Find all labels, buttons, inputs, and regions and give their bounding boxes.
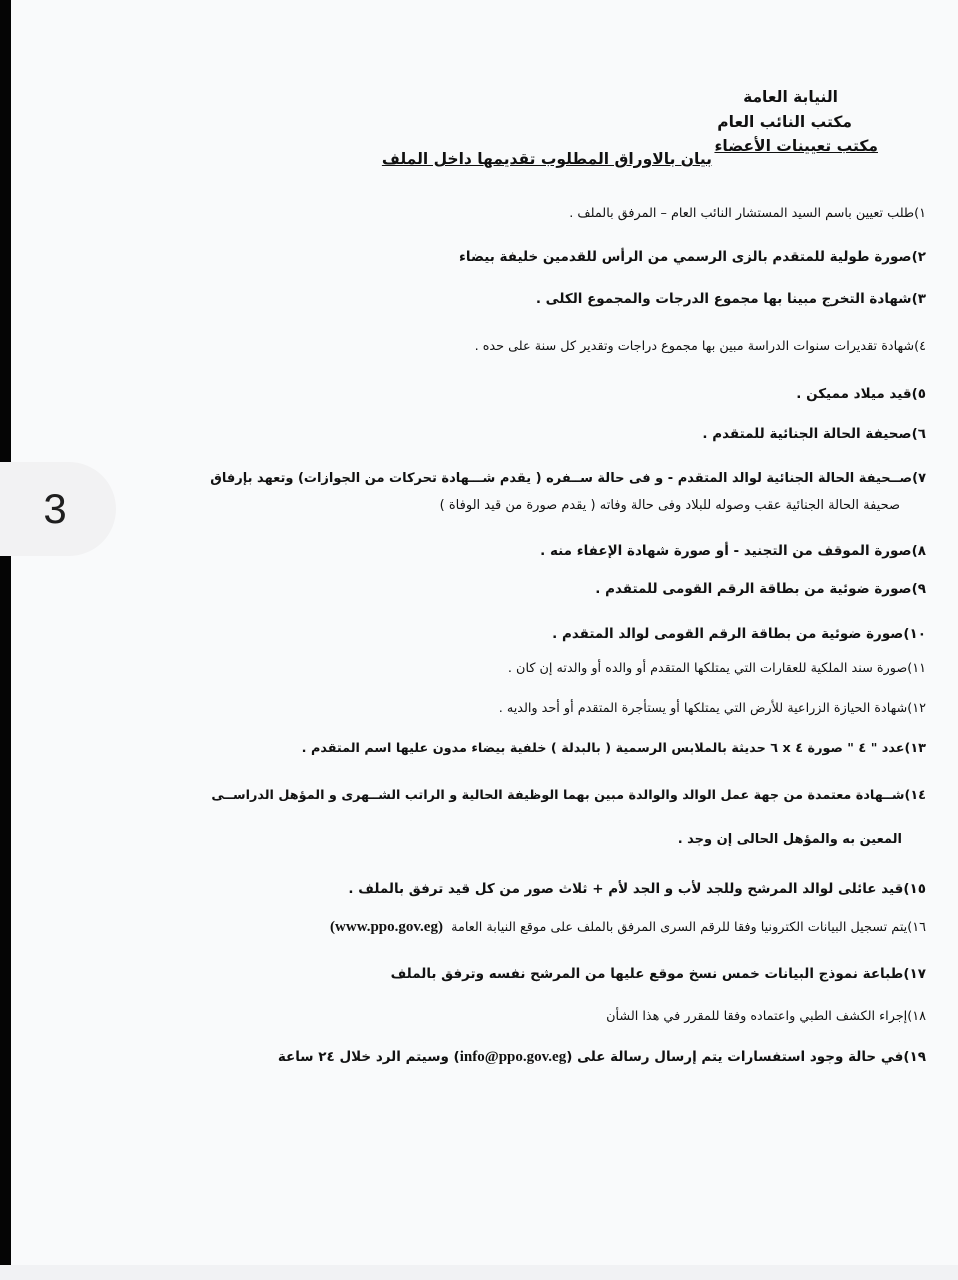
- list-item-9: ٩)صورة ضوئية من بطاقة الرقم القومى للمتقدم .: [595, 581, 926, 597]
- bottom-band: [0, 1265, 958, 1280]
- list-item-11: ١١)صورة سند الملكية للعقارات التي يمتلكها المتقدم أو والده أو والدته إن كان .: [507, 661, 926, 676]
- list-item-7: ٧)صــحيفة الحالة الجنائية لوالد المتقدم - و فى حالة ســفره ( يقدم شـــهادة تحركات من الجوازات) وتعهد بإرفاق: [210, 471, 926, 486]
- list-item-12: ١٢)شهادة الحيازة الزراعية للأرض التي يمتلكها أو يستأجرة المتقدم أو أحد والديه .: [498, 701, 926, 716]
- list-item-10: ١٠)صورة ضوئية من بطاقة الرقم القومى لوالد المتقدم .: [552, 626, 926, 642]
- list-item-5: ٥)قيد ميلاد مميكن .: [796, 386, 926, 402]
- list-item-2: ٢)صورة طولية للمتقدم بالزى الرسمي من الرأس للقدمين خليفة بيضاء: [458, 249, 926, 265]
- list-item-17: ١٧)طباعة نموذج البيانات خمس نسخ موقع عليها من المرشح نفسه وترفق بالملف: [390, 966, 926, 982]
- list-item-14: ١٤)شــهادة معتمدة من جهة عمل الوالد والوالدة مبين بهما الوظيفة الحالية و الراتب الشــهرى و المؤهل الدراســى: [211, 788, 926, 803]
- list-item-19: ١٩)في حالة وجود استفسارات يتم إرسال رسالة على (info@ppo.gov.eg) وسيتم الرد خلال ٢٤ ساعة: [277, 1049, 926, 1065]
- list-item-15: ١٥)قيد عائلى لوالد المرشح وللجد لأب و الجد لأم + ثلاث صور من كل قيد ترفق بالملف .: [348, 881, 926, 897]
- list-item-4: ٤)شهادة تقديرات سنوات الدراسة مبين بها مجموع دراجات وتقدير كل سنة على حده .: [474, 339, 926, 354]
- website-link[interactable]: (www.ppo.gov.eg): [330, 919, 443, 935]
- list-item-16: ١٦)يتم تسجيل البيانات الكترونيا وفقا للرقم السرى المرفق بالملف على موقع النيابة العامة (www.ppo.gov.eg): [330, 919, 926, 935]
- page-number: 3: [43, 485, 67, 532]
- header-line-3: مكتب تعيينات الأعضاء: [714, 137, 878, 155]
- list-item-3: ٣)شهادة التخرج مبينا بها مجموع الدرجات والمجموع الكلى .: [535, 291, 926, 307]
- list-item-18: ١٨)إجراء الكشف الطبي واعتماده وفقا للمقرر في هذا الشأن: [606, 1009, 926, 1024]
- header-line-2: مكتب النائب العام: [717, 113, 852, 131]
- list-item-14-continuation: المعين به والمؤهل الحالى إن وجد .: [677, 832, 902, 847]
- list-item-6: ٦)صحيفة الحالة الجنائية للمتقدم .: [702, 426, 926, 442]
- page-number-badge[interactable]: [0, 462, 116, 556]
- list-item-7-continuation: صحيفة الحالة الجنائية عقب وصوله للبلاد وفى حالة وفاته ( يقدم صورة من قيد الوفاة ): [439, 498, 900, 513]
- email-link[interactable]: info@ppo.gov.eg: [459, 1049, 567, 1065]
- list-item-1: ١)طلب تعيين باسم السيد المستشار النائب العام – المرفق بالملف .: [569, 206, 926, 221]
- left-edge-strip: [0, 0, 11, 1265]
- header-line-1: النيابة العامة: [743, 88, 838, 106]
- list-item-8: ٨)صورة الموقف من التجنيد - أو صورة شهادة الإعفاء منه .: [540, 543, 926, 559]
- list-item-13: ١٣)عدد " ٤ " صورة ٤ x ٦ حديثة بالملابس الرسمية ( بالبدلة ) خلفية بيضاء مدون عليها اسم المتقدم .: [301, 741, 926, 756]
- document-subtitle: بيان بالاوراق المطلوب تقديمها داخل الملف: [381, 150, 712, 168]
- scanned-document-page: [11, 0, 958, 1265]
